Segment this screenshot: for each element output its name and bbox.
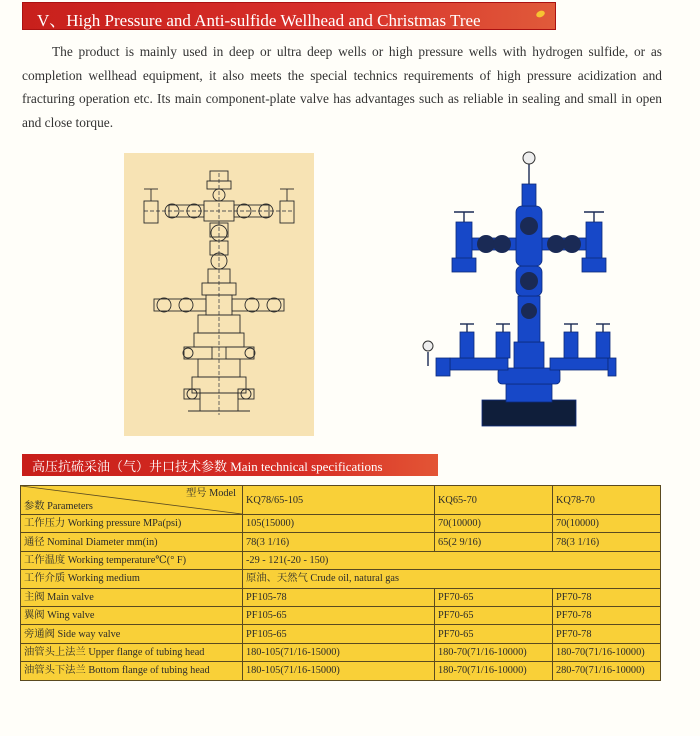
table-cell: PF70-78 (553, 606, 661, 624)
table-cell: 180-105(71/16-15000) (243, 643, 435, 661)
bullet-dot-icon (535, 9, 546, 18)
row-label: 旁通阀 Side way valve (21, 625, 243, 643)
table-cell: PF105-78 (243, 588, 435, 606)
table-row (21, 625, 661, 643)
row-label: 工作压力 Working pressure MPa(psi) (21, 515, 243, 533)
table-cell: PF105-65 (243, 606, 435, 624)
row-label: 工作介质 Working medium (21, 570, 243, 588)
table-cell: 78(3 1/16) (553, 533, 661, 551)
table-row (21, 551, 661, 569)
table-cell: 180-70(71/16-10000) (553, 643, 661, 661)
intro-paragraph: The product is mainly used in deep or ultra deep wells or high pressure wells with hydrogen sulfide, or as completion wellhead equipment, it also meets the special technics requirements of high pressure acidization and fracturing operation etc. Its main component-plate valve has advantages such as reliable in sealing and small in open and close torque. (22, 44, 662, 130)
table-cell: 105(15000) (243, 515, 435, 533)
header-params-label: 参数 Parameters (24, 501, 93, 512)
spec-heading: 高压抗硫采油（气）井口技术参数 Main technical specifications (32, 459, 383, 474)
table-row (21, 643, 661, 661)
table-cell: 180-105(71/16-15000) (243, 662, 435, 680)
table-cell-merged: -29 - 121(-20 - 150) (243, 551, 661, 569)
table-row (21, 662, 661, 680)
table-row (21, 515, 661, 533)
section-title: V、High Pressure and Anti-sulfide Wellhead and Christmas Tree (37, 11, 481, 30)
row-label: 油管头上法兰 Upper flange of tubing head (21, 643, 243, 661)
header-corner-cell (21, 486, 243, 515)
row-label: 工作温度 Working temperature℃(° F) (21, 551, 243, 569)
section-title-bar (22, 2, 556, 30)
table-cell: 65(2 9/16) (435, 533, 553, 551)
table-row (21, 533, 661, 551)
table-cell: PF70-78 (553, 588, 661, 606)
table-cell: PF70-65 (435, 588, 553, 606)
row-label: 翼阀 Wing valve (21, 606, 243, 624)
table-cell: PF105-65 (243, 625, 435, 643)
table-cell: PF70-78 (553, 625, 661, 643)
table-cell-merged: 原油、天然气 Crude oil, natural gas (243, 570, 661, 588)
row-label: 油管头下法兰 Bottom flange of tubing head (21, 662, 243, 680)
row-label: 主阀 Main valve (21, 588, 243, 606)
table-cell: 70(10000) (435, 515, 553, 533)
table-cell: 180-70(71/16-10000) (435, 643, 553, 661)
table-cell: 280-70(71/16-10000) (553, 662, 661, 680)
spec-heading-bar (22, 454, 438, 476)
technical-drawing (124, 153, 314, 436)
table-row (21, 570, 661, 588)
table-row (21, 606, 661, 624)
table-row (21, 588, 661, 606)
table-cell: PF70-65 (435, 606, 553, 624)
table-header-row (21, 486, 661, 515)
table-cell: PF70-65 (435, 625, 553, 643)
christmas-tree-photo (418, 146, 618, 436)
model-header-cell: KQ65-70 (435, 486, 553, 515)
table-cell: 180-70(71/16-10000) (435, 662, 553, 680)
model-header-cell: KQ78/65-105 (243, 486, 435, 515)
header-model-label: 型号 Model (185, 488, 236, 499)
table-cell: 70(10000) (553, 515, 661, 533)
model-header-cell: KQ78-70 (553, 486, 661, 515)
table-cell: 78(3 1/16) (243, 533, 435, 551)
spec-table (20, 485, 661, 681)
row-label: 通径 Nominal Diameter mm(in) (21, 533, 243, 551)
